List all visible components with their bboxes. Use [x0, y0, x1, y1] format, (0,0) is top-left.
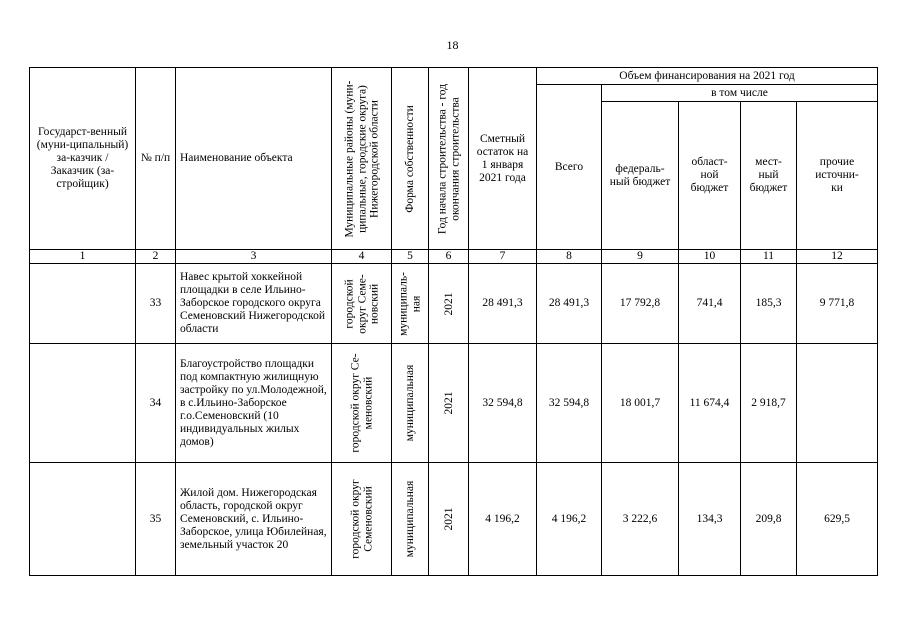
- column-number: 4: [332, 250, 392, 264]
- row-district-text: городской округ Семеновский: [349, 479, 374, 559]
- row-ownership-text: муниципальная: [403, 480, 416, 558]
- row-object-name: Благоустройство площадки под компактную жилищную застройку по ул.Молодежной, в с.Ильино-Заборское г.о.Семеновский (10 индивидуальных жилых домов): [176, 344, 332, 463]
- row-federal: 17 792,8: [602, 264, 679, 344]
- column-number: 8: [537, 250, 602, 264]
- row-estimate-balance: 28 491,3: [469, 264, 537, 344]
- header-years-text: Год начала строительства - год окончания строительства: [436, 83, 461, 234]
- row-regional: 134,3: [679, 463, 741, 576]
- row-index: 35: [136, 463, 176, 576]
- row-other: 9 771,8: [797, 264, 878, 344]
- row-district: [332, 264, 392, 344]
- header-regional: област-ной бюджет: [679, 102, 741, 250]
- row-years: [429, 463, 469, 576]
- header-customer: Государст-венный (муни-ципальный) за-казчик / Заказчик (за-стройщик): [30, 68, 136, 250]
- row-total: 4 196,2: [537, 463, 602, 576]
- column-number: 11: [741, 250, 797, 264]
- row-years-text: 2021: [442, 391, 455, 415]
- row-total: 32 594,8: [537, 344, 602, 463]
- row-object-name: Жилой дом. Нижегородская область, городской округ Семеновский, с. Ильино-Заборское, улица Юбилейная, земельный участок 20: [176, 463, 332, 576]
- row-estimate-balance: 32 594,8: [469, 344, 537, 463]
- table-row: [30, 344, 878, 463]
- header-other: прочие источни-ки: [797, 102, 878, 250]
- row-customer: [30, 463, 136, 576]
- row-index: 33: [136, 264, 176, 344]
- row-years-text: 2021: [442, 292, 455, 315]
- row-total: 28 491,3: [537, 264, 602, 344]
- header-years: [429, 68, 469, 250]
- row-ownership: [392, 463, 429, 576]
- column-number: 10: [679, 250, 741, 264]
- header-total: Всего: [537, 85, 602, 250]
- page-number: 18: [446, 38, 459, 52]
- row-ownership-text: муниципальная: [403, 364, 416, 442]
- header-district-text: Муниципальные районы (муни-ципальные, городские округа) Нижегородской области: [342, 79, 380, 238]
- row-customer: [30, 344, 136, 463]
- row-regional: 741,4: [679, 264, 741, 344]
- row-district-text: городской округ Се-меновский: [349, 353, 374, 453]
- column-number: 2: [136, 250, 176, 264]
- column-number: 1: [30, 250, 136, 264]
- row-other: 629,5: [797, 463, 878, 576]
- table-row: [30, 264, 878, 344]
- row-other: [797, 344, 878, 463]
- row-customer: [30, 264, 136, 344]
- row-ownership: [392, 344, 429, 463]
- header-index: № п/п: [136, 68, 176, 250]
- row-index: 34: [136, 344, 176, 463]
- header-ownership-text: Форма собственности: [403, 104, 416, 213]
- column-number: 9: [602, 250, 679, 264]
- row-years: [429, 344, 469, 463]
- row-regional: 11 674,4: [679, 344, 741, 463]
- column-number: 6: [429, 250, 469, 264]
- column-number: 3: [176, 250, 332, 264]
- row-ownership: [392, 264, 429, 344]
- row-district: [332, 344, 392, 463]
- header-object-name: Наименование объекта: [176, 68, 332, 250]
- row-ownership-text: муниципаль-ная: [397, 271, 422, 336]
- row-district-text: городской округ Семе-новский: [342, 273, 380, 334]
- header-local: мест-ный бюджет: [741, 102, 797, 250]
- row-years-text: 2021: [442, 507, 455, 531]
- header-financing-group: Объем финансирования на 2021 год: [537, 68, 878, 85]
- table-row: [30, 463, 878, 576]
- header-ownership: [392, 68, 429, 250]
- row-federal: 3 222,6: [602, 463, 679, 576]
- column-number: 5: [392, 250, 429, 264]
- header-district: [332, 68, 392, 250]
- header-federal: федераль-ный бюджет: [602, 102, 679, 250]
- row-federal: 18 001,7: [602, 344, 679, 463]
- financing-table: [29, 67, 878, 576]
- row-estimate-balance: 4 196,2: [469, 463, 537, 576]
- row-object-name: Навес крытой хоккейной площадки в селе Ильино-Заборское городского округа Семеновский Нижегородской области: [176, 264, 332, 344]
- column-number: 12: [797, 250, 878, 264]
- row-local: 209,8: [741, 463, 797, 576]
- column-number: 7: [469, 250, 537, 264]
- row-local: 185,3: [741, 264, 797, 344]
- row-local: 2 918,7: [741, 344, 797, 463]
- row-years: [429, 264, 469, 344]
- header-including: в том числе: [602, 85, 878, 102]
- header-estimate-balance: Сметный остаток на 1 января 2021 года: [469, 68, 537, 250]
- row-district: [332, 463, 392, 576]
